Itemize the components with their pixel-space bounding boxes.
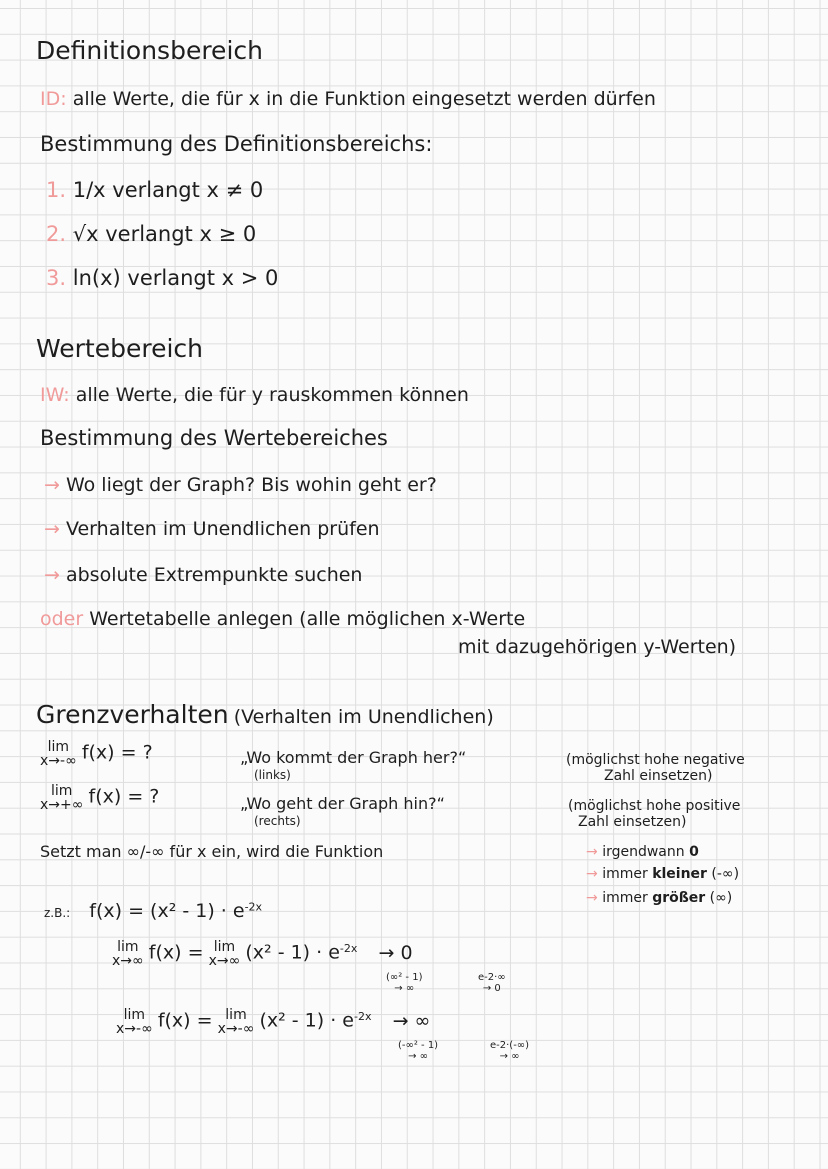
or-text-continued: mit dazugehörigen y-Werten) — [458, 636, 737, 658]
question-2-sub: (rechts) — [254, 814, 301, 828]
limit-lhs: f(x) = — [157, 1009, 213, 1032]
example-exponent: -2x — [244, 900, 263, 914]
step-1 — [44, 474, 437, 496]
limit-exponent: -2x — [354, 1010, 372, 1024]
rule-text: verlangt x ≥ 0 — [105, 222, 257, 246]
rule-num: 1. — [46, 178, 67, 202]
limit-exponent: -2x — [339, 942, 358, 956]
section-title-definitionsbereich — [36, 36, 263, 65]
rule-2 — [46, 222, 256, 246]
wertebereich-definition-line — [40, 384, 469, 406]
hint-1b: Zahl einsetzen) — [604, 768, 713, 784]
limit-expression: f(x) = ? — [81, 741, 153, 764]
question-1: „Wo kommt der Graph her?“ — [240, 748, 467, 767]
limit-rhs: (x² - 1) · e — [245, 941, 340, 964]
question-2: „Wo geht der Graph hin?“ — [240, 794, 445, 813]
example-expression: f(x) = (x² - 1) · e — [89, 900, 245, 922]
rule-expr: ln(x) — [72, 266, 121, 290]
step-text: absolute Extrempunkte suchen — [65, 564, 363, 586]
rule-text: verlangt x > 0 — [127, 266, 279, 290]
def-label: IW: — [40, 384, 70, 406]
def-label: ID: — [40, 88, 67, 110]
example-limit-minus — [116, 1008, 430, 1036]
arrow-icon: → — [586, 844, 598, 860]
step-text: Wo liegt der Graph? Bis wohin geht er? — [65, 474, 437, 496]
rule-num: 3. — [46, 266, 67, 290]
or-line — [40, 608, 525, 630]
step-2 — [44, 518, 380, 540]
subtitle-definitionsbereich: Bestimmung des Definitionsbereichs: — [40, 132, 433, 156]
rule-text: verlangt x ≠ 0 — [112, 178, 264, 202]
or-text: Wertetabelle anlegen (alle möglichen x-Werte — [89, 608, 526, 630]
def-text: alle Werte, die für y rauskommen können — [75, 384, 469, 406]
hint-1: (möglichst hohe negative — [566, 752, 745, 768]
arrow-icon: → — [44, 564, 60, 586]
rule-1 — [46, 178, 263, 202]
limit-plus-infinity — [40, 784, 159, 812]
section-title-wertebereich — [36, 334, 203, 363]
subtitle-wertebereich: Bestimmung des Wertebereiches — [40, 426, 388, 450]
arrow-icon: → — [44, 474, 60, 496]
question-1-sub: (links) — [254, 768, 291, 782]
step-3 — [44, 564, 362, 586]
hint-2b: Zahl einsetzen) — [578, 814, 687, 830]
limit-rhs: (x² - 1) · e — [259, 1009, 354, 1032]
setzt-line: Setzt man ∞/-∞ für x ein, wird die Funktion — [40, 842, 384, 861]
limit-lhs: f(x) = — [148, 941, 204, 964]
section-title-grenzverhalten — [36, 700, 494, 729]
rule-expr: √x — [72, 222, 99, 246]
limit-minus-infinity — [40, 740, 153, 768]
title-text: Definitionsbereich — [36, 36, 263, 65]
limit-result: → ∞ — [392, 1009, 431, 1032]
or-label: oder — [40, 608, 84, 630]
definition-line — [40, 88, 656, 110]
arrow-icon: → — [44, 518, 60, 540]
example-label: z.B.: — [44, 906, 71, 920]
title-text: Grenzverhalten — [36, 700, 229, 729]
limit-notation: lim x→∞ — [112, 939, 144, 969]
def-text: alle Werte, die für x in die Funktion eingesetzt werden dürfen — [72, 88, 656, 110]
example-function — [44, 900, 262, 922]
example-1-sub-1: (∞² - 1) → ∞ — [386, 972, 423, 994]
rule-3 — [46, 266, 278, 290]
limit-notation: lim x→+∞ — [40, 783, 84, 813]
hint-2: (möglichst hohe positive — [568, 798, 741, 814]
outcome-1: → irgendwann 0 — [586, 844, 699, 860]
arrow-icon: → — [586, 890, 598, 906]
limit-notation: lim x→-∞ — [116, 1007, 153, 1037]
limit-result: → 0 — [378, 941, 413, 964]
title-suffix: (Verhalten im Unendlichen) — [233, 706, 494, 728]
limit-expression: f(x) = ? — [88, 785, 160, 808]
arrow-icon: → — [586, 866, 598, 882]
limit-notation: lim x→-∞ — [40, 739, 77, 769]
example-1-sub-2: e-2·∞ → 0 — [478, 972, 506, 994]
example-2-sub-1: (-∞² - 1) → ∞ — [398, 1040, 439, 1062]
limit-notation: lim x→∞ — [208, 939, 241, 969]
title-text: Wertebereich — [36, 334, 203, 363]
rule-num: 2. — [46, 222, 67, 246]
outcome-3: → immer größer (∞) — [586, 890, 733, 906]
rule-expr: 1/x — [72, 178, 106, 202]
example-limit-plus — [112, 940, 413, 968]
outcome-2: → immer kleiner (-∞) — [586, 866, 740, 882]
example-2-sub-2: e-2·(-∞) → ∞ — [490, 1040, 530, 1062]
step-text: Verhalten im Unendlichen prüfen — [65, 518, 380, 540]
limit-notation: lim x→-∞ — [217, 1007, 255, 1037]
